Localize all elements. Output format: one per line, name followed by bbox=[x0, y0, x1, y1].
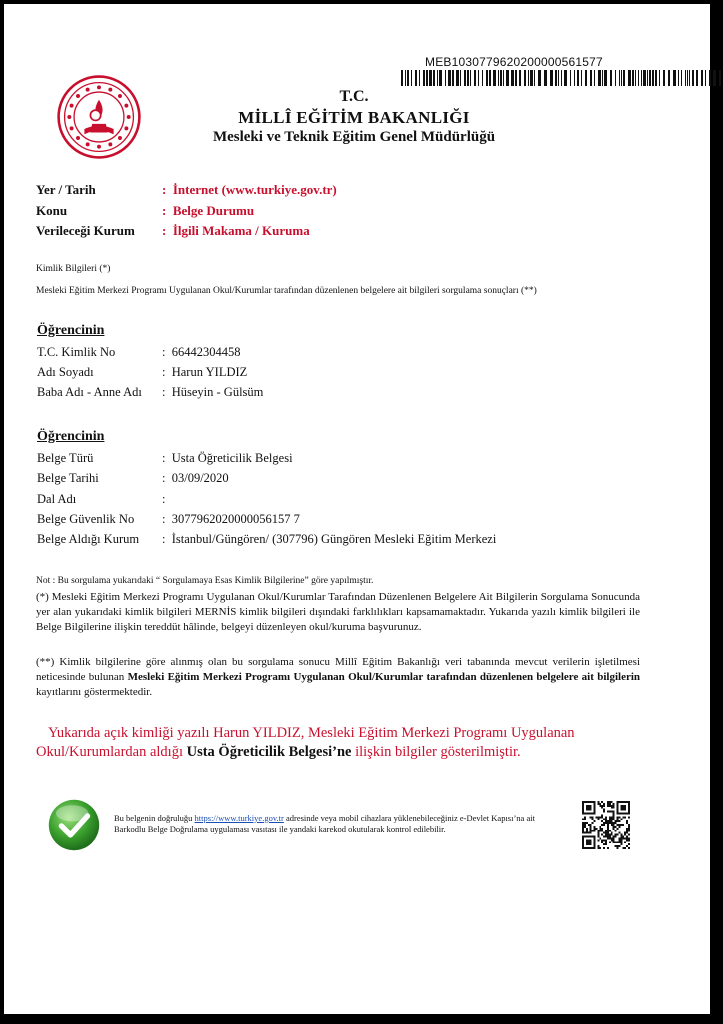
barcode-image bbox=[397, 70, 723, 86]
document-section-title: Öğrencinin bbox=[37, 429, 105, 444]
student-section-title: Öğrencinin bbox=[37, 323, 105, 338]
kimlik-bilgileri-title: Kimlik Bilgileri (*) bbox=[36, 264, 111, 274]
note-star: (*) Mesleki Eğitim Merkezi Programı Uygulanan Okul/Kurumlar Tarafından Düzenlenen Belgelere Ait Bilgilerin Sorgulama Sonucunda yer alan yukarıdaki kimlik bilgileri MERNİS kimlik bilgileri dışındaki farklılıkları kapsamamaktadır. Yukarıda yazılı kimlik bilgileri ile Belge Bilgilerine ilişkin tereddüt hâlinde, belgeyi düzenleyen okul/kuruma başvurunuz. bbox=[36, 591, 640, 633]
meta-value-kurum: : İlgili Makama / Kuruma bbox=[162, 223, 310, 238]
note-double-star: (**) Kimlik bilgilerine göre alınmış olan bu sorgulama sonucu Millî Eğitim Bakanlığı veri tabanında mevcut verilerin işletilmesi neticesinde bulunan Mesleki Eğitim Merkezi Programı Uygulanan Okul/Kurumlar tarafından düzenlenen belgelere ait bilgilerin kayıtlarını göstermektedir. bbox=[36, 656, 641, 698]
value-adi-soyadi: : Harun YILDIZ bbox=[162, 365, 248, 379]
intro-text: Mesleki Eğitim Merkezi Programı Uygulanan Okul/Kurumlar tarafından düzenlenen belgelere ait bilgileri sorgulama sonuçları (**) bbox=[36, 286, 537, 296]
value-tc-kimlik: : 66442304458 bbox=[162, 345, 241, 359]
value-baba-anne: : Hüseyin - Gülsüm bbox=[162, 385, 264, 399]
value-aldigi-kurum: : İstanbul/Güngören/ (307796) Güngören Mesleki Eğitim Merkezi bbox=[162, 532, 497, 546]
value-dal-adi: : bbox=[162, 492, 166, 506]
meta-value-konu: : Belge Durumu bbox=[162, 203, 255, 218]
verified-check-icon bbox=[47, 798, 101, 852]
note-basis: Not : Bu sorgulama yukarıdaki “ Sorgulamaya Esas Kimlik Bilgilerine” göre yapılmıştır. bbox=[36, 576, 374, 586]
label-adi-soyadi: Adı Soyadı bbox=[37, 365, 94, 379]
meta-label-konu: Konu bbox=[36, 203, 68, 218]
label-baba-anne: Baba Adı - Anne Adı bbox=[37, 385, 142, 399]
document-code: MEB1030779620200000561577 bbox=[425, 55, 603, 69]
meta-label-yer-tarih: Yer / Tarih bbox=[36, 182, 96, 197]
value-belge-tarihi: : 03/09/2020 bbox=[162, 471, 229, 485]
turkiye-gov-link[interactable]: https://www.turkiye.gov.tr bbox=[194, 813, 284, 823]
header-directorate: Mesleki ve Teknik Eğitim Genel Müdürlüğü bbox=[212, 129, 496, 145]
label-tc-kimlik: T.C. Kimlik No bbox=[37, 345, 116, 359]
label-belge-tarihi: Belge Tarihi bbox=[37, 471, 99, 485]
verification-text: Bu belgenin doğruluğu https://www.turkiye.gov.tr adresinde veya mobil cihazlara yüklenebileceğiniz e-Devlet Kapısı’na ait Barkodlu Belge Doğrulama uygulaması vasıtası ile yandaki karekod okutularak kontrol edilebilir. bbox=[114, 813, 535, 834]
header-line-tc: T.C. bbox=[339, 88, 369, 105]
label-guvenlik-no: Belge Güvenlik No bbox=[37, 512, 135, 526]
summary-statement: Yukarıda açık kimliği yazılı Harun YILDIZ, Mesleki Eğitim Merkezi Programı Uygulanan Okul/Kurumlardan aldığı Usta Öğreticilik Belgesi’ne ilişkin bilgiler gösterilmiştir. bbox=[36, 725, 575, 760]
label-dal-adi: Dal Adı bbox=[37, 492, 77, 506]
label-aldigi-kurum: Belge Aldığı Kurum bbox=[37, 532, 140, 546]
header-ministry: MİLLÎ EĞİTİM BAKANLIĞI bbox=[238, 108, 470, 127]
value-belge-turu: : Usta Öğreticilik Belgesi bbox=[162, 451, 293, 465]
document-page bbox=[4, 4, 710, 1014]
meta-label-kurum: Verileceği Kurum bbox=[36, 223, 135, 238]
meta-value-yer-tarih: : İnternet (www.turkiye.gov.tr) bbox=[162, 182, 337, 197]
label-belge-turu: Belge Türü bbox=[37, 451, 94, 465]
qr-code-icon[interactable] bbox=[582, 801, 630, 849]
value-guvenlik-no: : 3077962020000056157 7 bbox=[162, 512, 300, 526]
